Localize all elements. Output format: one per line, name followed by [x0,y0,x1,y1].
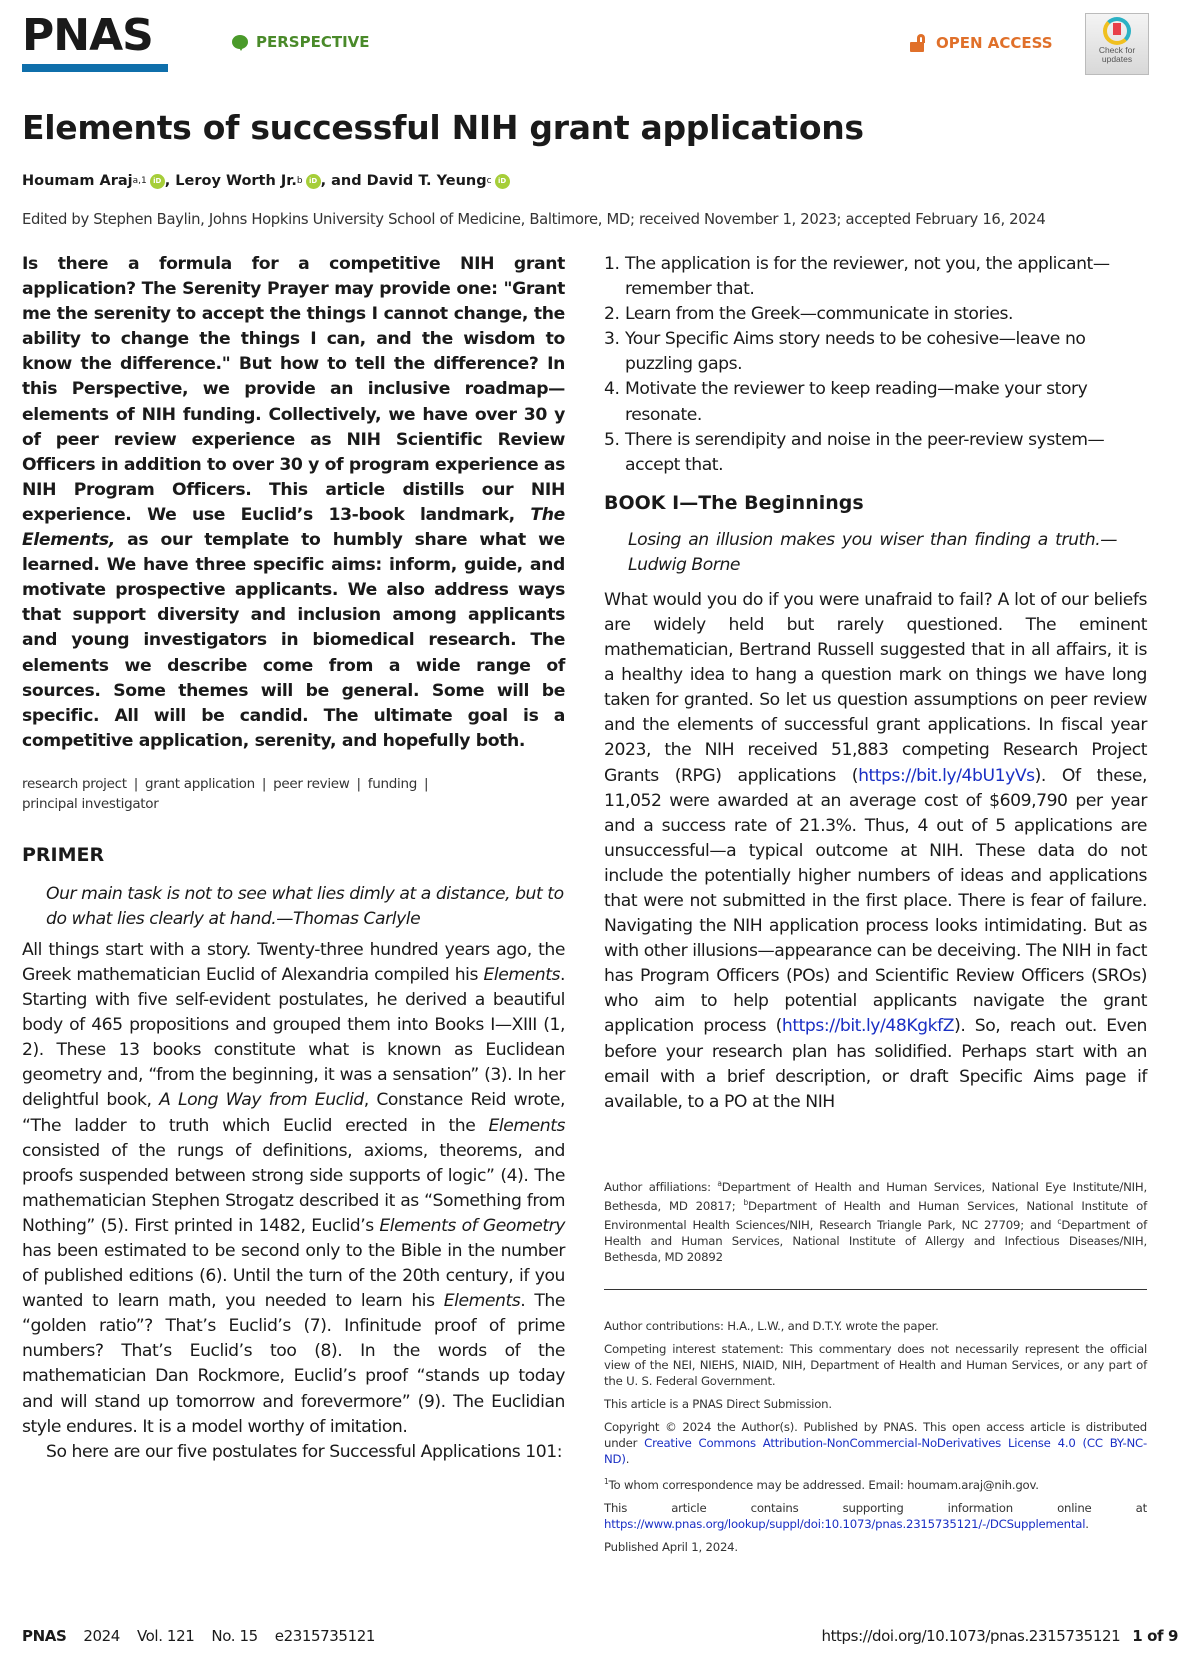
italic-title: Elements [443,1291,521,1312]
copyright-text: Copyright © 2024 the Author(s). Published by PNAS. This open access article is distributed under [604,1420,1147,1450]
article-title: Elements of successful NIH grant applications [22,108,864,147]
article-type-label: PERSPECTIVE [256,33,370,51]
direct-submission: This article is a PNAS Direct Submission. [604,1397,832,1411]
section-heading-primer: PRIMER [22,843,105,866]
author-separator: , and [320,173,367,189]
text-run: . The “golden ratio”? That’s Euclid’s (7). Infinitude proof of prime numbers? That’s Euclid’s too (8). In the words of the mathematician Dan Rockmore, Euclid’s proof “stands up today and will stand up tomorrow and forevermore” (9). The Euclidian style endures. It is a model worthy of imitation. [22,1291,565,1437]
abstract [22,252,565,754]
right-column [604,252,1147,1115]
crossmark-icon [1103,17,1131,45]
text-run: consisted of the rungs of definitions, axioms, theorems, and proofs suspended between strong side supports of logic” (4). The mathematician Stephen Strogatz described it as “Something from Nothing” (5). First printed in 1482, Euclid’s [22,1140,565,1236]
check-for-updates-button[interactable] [1085,13,1149,75]
correspondence-text: To whom correspondence may be addressed. Email: houmam.araj@nih.gov. [608,1477,1039,1492]
postulate-number: 3. [604,329,620,350]
supporting-end: . [1085,1516,1089,1531]
keyword[interactable]: research project [22,775,127,792]
author-list [22,173,510,189]
epigraph-borne: Losing an illusion makes you wiser than finding a truth.—Ludwig Borne [628,529,1117,575]
keyword[interactable]: principal investigator [22,795,159,812]
postulate-item [604,252,1147,302]
text-run: ). So, reach out. Even before your research plan has solidified. Perhaps start with an email with a brief description, or draft Specific Aims page if available, to a PO at the NIH [604,1016,1147,1112]
postulate-number: 1. [604,254,620,274]
competing-interest: Competing interest statement: This commentary does not necessarily represent the official view of the NEI, NIEHS, NIAID, NIH, Department of Health and Human Services, or any part of the U. S. Federal Government. [604,1342,1147,1388]
text-run: All things start with a story. Twenty-three hundred years ago, the Greek mathematician Euclid of Alexandria compiled his [22,939,565,985]
footer-doi-link[interactable]: https://doi.org/10.1073/pnas.2315735121 [821,1627,1121,1645]
open-access-label: OPEN ACCESS [936,34,1053,52]
footer-journal: PNAS [22,1627,67,1645]
footnote-divider [604,1289,1147,1290]
check-updates-line1: Check for [1098,45,1136,55]
keyword-separator: | [133,775,138,792]
pnas-logo [22,10,168,72]
author-affiliation-marker: c [486,176,492,186]
footer-year: 2024 [83,1627,120,1645]
article-type-badge [232,33,370,51]
postulates-list [604,252,1147,478]
author-name[interactable]: Houmam Araj [22,173,133,189]
affiliation-marker: b [743,1197,749,1207]
logo-underline [22,64,168,72]
footer-doi-block [821,1627,1178,1645]
text-run: Department of Health and Human Services, National Institute of Allergy and Infectious Diseases/NIH, Bethesda, MD 20892 [604,1217,1147,1264]
postulate-text: There is serendipity and noise in the peer-review system—accept that. [625,429,1105,475]
author-affiliations [604,1176,1147,1272]
text-run: ). Of these, 11,052 were awarded at an average cost of $609,790 per year and a success rate of 21.3%. Thus, 4 out of 5 applications are unsuccessful—a typical outcome at NIH. These data do not include the potentially higher numbers of ideas and applications that were not submitted in the first place. There is fear of failure. Navigating the NIH application process looks intimidating. But as with other illusions—appearance can be deceiving. The NIH in fact has Program Officers (POs) and Scientific Review Officers (SROs) who aim to help potential applicants navigate the grant application process ( [604,765,1147,1037]
postulate-item [604,327,1147,377]
orcid-icon[interactable]: iD [495,174,510,189]
author-name[interactable]: David T. Yeung [366,173,487,189]
correspondence-marker: 1 [604,1477,609,1486]
footer-issue: No. 15 [211,1627,258,1645]
published-date: Published April 1, 2024. [604,1539,738,1554]
footer-article-id: e2315735121 [274,1627,375,1645]
footer-citation [22,1627,392,1645]
check-updates-line2: updates [1101,54,1133,64]
postulate-item [604,428,1147,478]
copyright-end: . [625,1452,630,1466]
open-access-badge[interactable] [910,34,1053,52]
keyword-separator: | [424,775,429,792]
author-affiliation-marker: b [296,176,303,186]
orcid-icon[interactable]: iD [306,174,321,189]
footnotes [604,1318,1147,1562]
text-run: , Constance Reid wrote, “The ladder to truth which Euclid erected in the [22,1090,565,1136]
open-lock-icon [910,34,928,52]
italic-title: A Long Way from Euclid [159,1090,364,1111]
text-run: Department of Health and Human Services, National Eye Institute/NIH, Bethesda, MD 20817; [604,1179,1147,1213]
italic-title: Elements [488,1115,565,1136]
author-name[interactable]: Leroy Worth Jr. [175,173,297,189]
epigraph-carlyle: Our main task is not to see what lies dimly at a distance, but to do what lies clearly at hand.—Thomas Carlyle [46,883,564,929]
supporting-information [604,1500,1147,1532]
copyright [604,1419,1147,1467]
keyword-separator: | [356,775,361,792]
italic-title: Elements of Geometry [379,1215,565,1236]
abstract-text: Is there a formula for a competitive NIH grant application? The Serenity Prayer may provide one: "Grant me the serenity to accept the things I cannot change, the ability to change the things I can, and the wisdom to know the difference." But how to tell the difference? In this Perspective, we provide an inclusive roadmap—elements of NIH funding. Collectively, we have over 30 y of peer review experience as NIH Scientific Review Officers in addition to over 30 y of program experience as NIH Program Officers. This article distills our NIH experience. We use Euclid’s 13-book landmark, [22,254,566,525]
primer-paragraph-2: So here are our five postulates for Successful Applications 101: [46,1441,563,1462]
keyword[interactable]: peer review [273,775,350,792]
postulate-number: 2. [604,304,620,325]
postulate-text: Motivate the reviewer to keep reading—make your story resonate. [625,379,1088,425]
postulate-item [604,377,1147,427]
author-separator: , [164,173,176,189]
text-run: Author affiliations: [604,1179,718,1194]
speech-bubble-icon [232,35,248,49]
journal-name: PNAS [22,10,153,61]
text-run: . Starting with five self-evident postulates, he derived a beautiful body of 465 propositions and grouped them into Books I—XIII (1, 2). These 13 books constitute what is known as Euclidean geometry and, “from the beginning, it was a sensation” (3). In her delightful book, [22,964,565,1111]
inline-link[interactable]: https://bit.ly/48KgkfZ [781,1016,955,1037]
keyword[interactable]: grant application [145,775,255,792]
postulate-text: Your Specific Aims story needs to be cohesive—leave no puzzling gaps. [625,329,1086,375]
postulate-text: Learn from the Greek—communicate in stories. [625,304,1014,325]
left-column [22,252,565,1465]
text-run: Department of Health and Human Services, National Institute of Environmental Health Sciences/NIH, Research Triangle Park, NC 27709; and [604,1198,1147,1232]
abstract-italic: The Elements, [22,504,565,551]
license-link[interactable]: Creative Commons Attribution-NonCommercial-NoDerivatives License 4.0 (CC BY-NC-ND) [604,1436,1147,1466]
affiliation-marker: c [1057,1216,1062,1226]
editor-and-dates: Edited by Stephen Baylin, Johns Hopkins University School of Medicine, Baltimore, MD; received November 1, 2023; accepted February 16, 2024 [22,211,1046,228]
supporting-text: This article contains supporting information online at [604,1500,1147,1515]
keyword-separator: | [261,775,267,792]
keywords [22,774,565,814]
primer-paragraph-1 [22,938,565,1440]
keyword[interactable]: funding [367,775,417,792]
postulate-number: 5. [604,429,620,450]
postulate-number: 4. [604,379,620,400]
affiliation-marker: a [717,1179,722,1188]
page-number: 1 of 9 [1132,1627,1178,1645]
abstract-text: as our template to humbly share what we learned. We have three specific aims: inform, guide, and motivate prospective applicants. We also address ways that support diversity and inclusion among applicants and young investigators in biomedical research. The elements we describe come from a wide range of sources. Some themes will be general. Some will be specific. All will be candid. The ultimate goal is a competitive application, serenity, and hopefully both. [22,530,565,751]
postulate-item [604,302,1147,327]
text-run: What would you do if you were unafraid to fail? A lot of our beliefs are widely held but rarely questioned. The eminent mathematician, Bertrand Russell suggested that in all affairs, it is a healthy idea to hang a question mark on things we have long taken for granted. So let us question assumptions on peer review and the elements of successful grant applications. In fiscal year 2023, the NIH received 51,883 competing Research Project Grants (RPG) applications ( [604,589,1147,786]
author-contributions: Author contributions: H.A., L.W., and D.T.Y. wrote the paper. [604,1319,939,1333]
footer-volume: Vol. 121 [136,1627,195,1645]
orcid-icon[interactable]: iD [150,174,165,189]
section-heading-book-1: BOOK I—The Beginnings [604,491,864,514]
italic-title: Elements [483,964,560,985]
author-affiliation-marker: a,1 [132,176,147,186]
postulate-text: The application is for the reviewer, not you, the applicant—remember that. [625,254,1110,300]
book1-paragraph-1 [604,588,1147,1115]
text-run: has been estimated to be second only to the Bible in the number of published editions (6). Until the turn of the 20th century, if you wanted to learn math, you needed to learn his [22,1241,565,1312]
supporting-link[interactable]: https://www.pnas.org/lookup/suppl/doi:10.1073/pnas.2315735121/-/DCSupplemental [604,1516,1086,1531]
inline-link[interactable]: https://bit.ly/4bU1yVs [858,765,1035,786]
correspondence [604,1474,1147,1493]
